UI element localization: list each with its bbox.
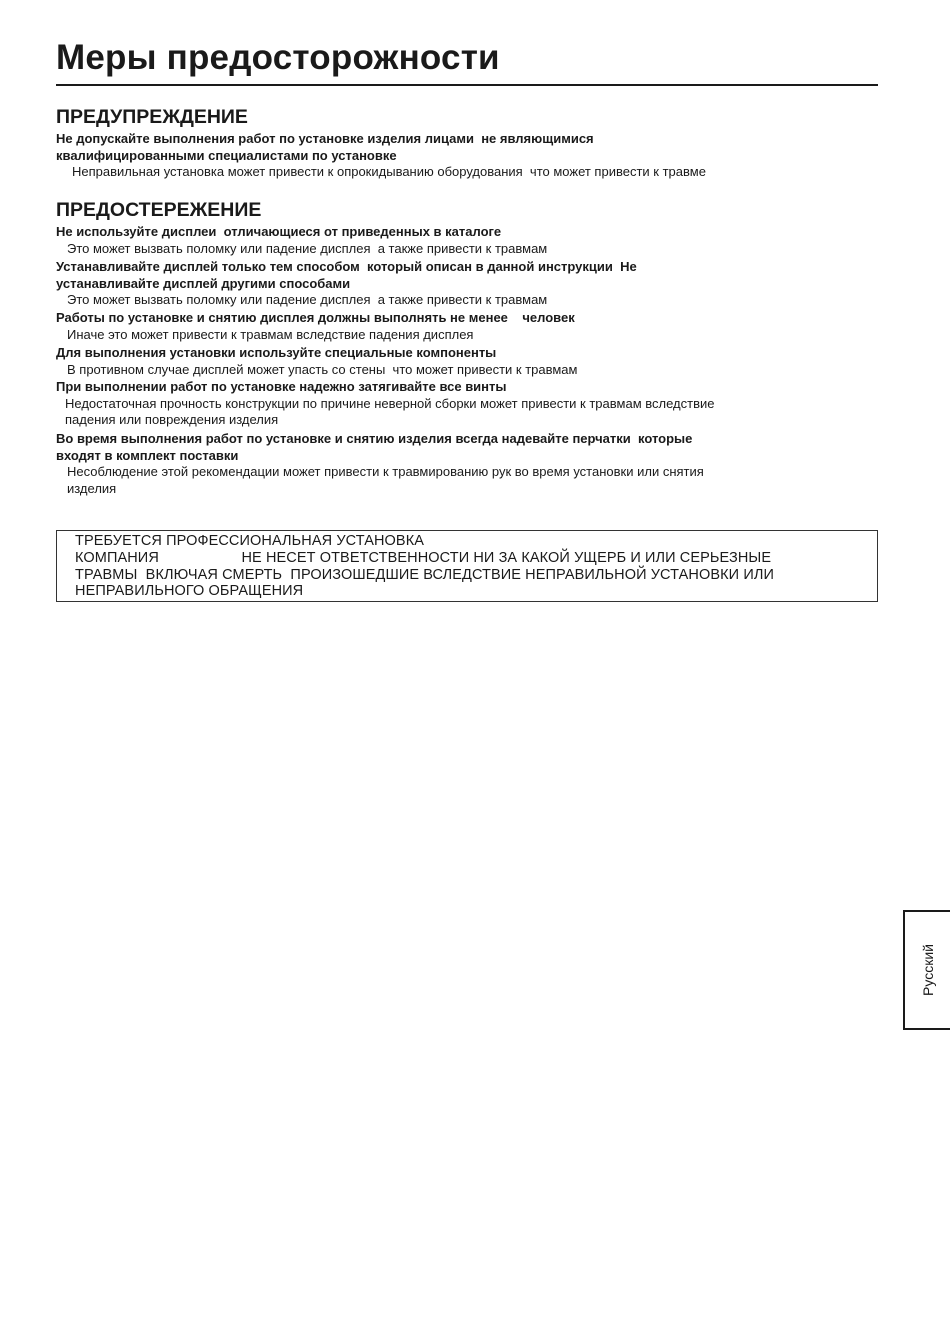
caution-item-title: Для выполнения установки используйте специальные компоненты xyxy=(56,345,497,360)
caution-item-title: При выполнении работ по установке надежно затягивайте все винты xyxy=(56,379,507,394)
caution-item-description: падения или повреждения изделия xyxy=(65,412,279,427)
caution-item-description: Несоблюдение этой рекомендации может привести к травмированию рук во время установки или снятия xyxy=(67,464,704,479)
caution-item-description: Это может вызвать поломку или падение дисплея а также привести к травмам xyxy=(67,292,548,307)
warning-item xyxy=(56,131,878,181)
caution-item xyxy=(56,259,878,309)
warning-item-description: Неправильная установка может привести к опрокидыванию оборудования что может привести к травме xyxy=(72,164,706,179)
language-tab xyxy=(903,910,950,1030)
caution-item-title: входят в комплект поставки xyxy=(56,447,239,463)
language-tab-label: Русский xyxy=(919,944,936,996)
notice-line: ТРЕБУЕТСЯ ПРОФЕССИОНАЛЬНАЯ УСТАНОВКА xyxy=(75,533,425,549)
caution-item xyxy=(56,431,878,497)
caution-item-description: Недостаточная прочность конструкции по причине неверной сборки может привести к травмам вследствие xyxy=(65,395,715,411)
caution-item-title: Устанавливайте дисплей только тем способом который описан в данной инструкции Не xyxy=(56,259,637,274)
caution-item-description: изделия xyxy=(67,480,117,496)
caution-item xyxy=(56,379,878,429)
caution-item xyxy=(56,310,878,343)
caution-item xyxy=(56,345,878,378)
caution-item xyxy=(56,224,878,257)
caution-item-title: Не используйте дисплеи отличающиеся от приведенных в каталоге xyxy=(56,224,502,239)
notice-line: ТРАВМЫ ВКЛЮЧАЯ СМЕРТЬ ПРОИЗОШЕДШИЕ ВСЛЕДСТВИЕ НЕПРАВИЛЬНОЙ УСТАНОВКИ ИЛИ xyxy=(75,567,774,583)
caution-item-title: Работы по установке и снятию дисплея должны выполнять не менее человек xyxy=(56,310,575,325)
notice-line: КОМПАНИЯ НЕ НЕСЕТ ОТВЕТСТВЕННОСТИ НИ ЗА КАКОЙ УЩЕРБ И ИЛИ СЕРЬЕЗНЫЕ xyxy=(75,550,772,566)
warning-item-title: Не допускайте выполнения работ по установке изделия лицами не являющимися xyxy=(56,131,594,146)
professional-installation-notice xyxy=(56,530,878,602)
warning-heading: ПРЕДУПРЕЖДЕНИЕ xyxy=(56,106,248,128)
notice-line: НЕПРАВИЛЬНОГО ОБРАЩЕНИЯ xyxy=(75,583,304,599)
caution-item-description: В противном случае дисплей может упасть со стены что может привести к травмам xyxy=(67,361,578,377)
page-title: Меры предосторожности xyxy=(56,38,500,77)
caution-item-description: Это может вызвать поломку или падение дисплея а также привести к травмам xyxy=(67,240,548,256)
warning-item-title: квалифицированными специалистами по установке xyxy=(56,147,397,163)
caution-heading: ПРЕДОСТЕРЕЖЕНИЕ xyxy=(56,199,262,221)
caution-item-title: устанавливайте дисплей другими способами xyxy=(56,275,351,291)
title-divider xyxy=(56,84,878,86)
caution-item-title: Во время выполнения работ по установке и снятию изделия всегда надевайте перчатки которые xyxy=(56,431,693,446)
caution-item-description: Иначе это может привести к травмам вследствие падения дисплея xyxy=(67,326,474,342)
